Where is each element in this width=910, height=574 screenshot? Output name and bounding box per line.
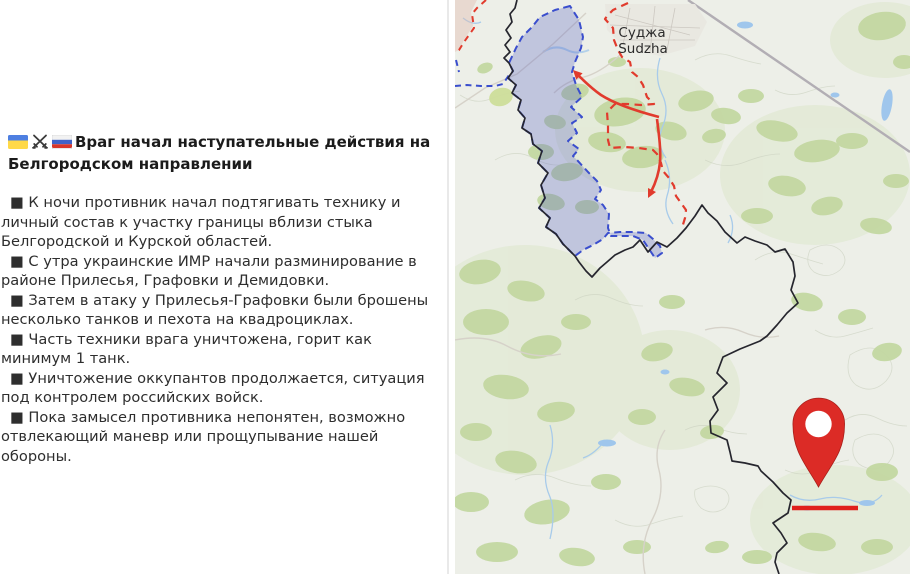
post-title-text: Враг начал наступательные действия на Белгородском направлении bbox=[8, 133, 431, 173]
map-pane[interactable] bbox=[455, 0, 910, 574]
city-label-en: Sudzha bbox=[618, 41, 668, 57]
post-paragraph-4: ■ Часть техники врага уничтожена, горит как минимум 1 танк. bbox=[1, 330, 372, 367]
crossed-swords-icon bbox=[31, 134, 49, 155]
city-labels bbox=[618, 25, 668, 57]
ukraine-flag-icon bbox=[8, 135, 28, 155]
post bbox=[1, 133, 445, 466]
post-title bbox=[8, 133, 445, 174]
pane-divider bbox=[447, 0, 449, 574]
city-label-ru: Суджа bbox=[618, 25, 666, 41]
map-canvas bbox=[455, 0, 910, 574]
post-text-pane bbox=[0, 0, 447, 574]
post-paragraph-6: ■ Пока замысел противника непонятен, возможно отвлекающий маневр или прощупывание нашей обороны. bbox=[1, 408, 406, 465]
post-paragraph-3: ■ Затем в атаку у Прилесья-Графовки были брошены несколько танков и пехота на квадроциклах. bbox=[1, 291, 429, 328]
post-paragraph-2: ■ С утра украинские ИМР начали разминирование в районе Прилесья, Графовки и Демидовки. bbox=[1, 252, 417, 289]
post-paragraph-5: ■ Уничтожение оккупантов продолжается, ситуация под контролем российских войск. bbox=[1, 369, 425, 406]
post-paragraph-1: ■ К ночи противник начал подтягивать технику и личный состав к участку границы вблизи стыка Белгородской и Курской областей. bbox=[1, 194, 401, 250]
russia-flag-icon bbox=[52, 135, 72, 155]
